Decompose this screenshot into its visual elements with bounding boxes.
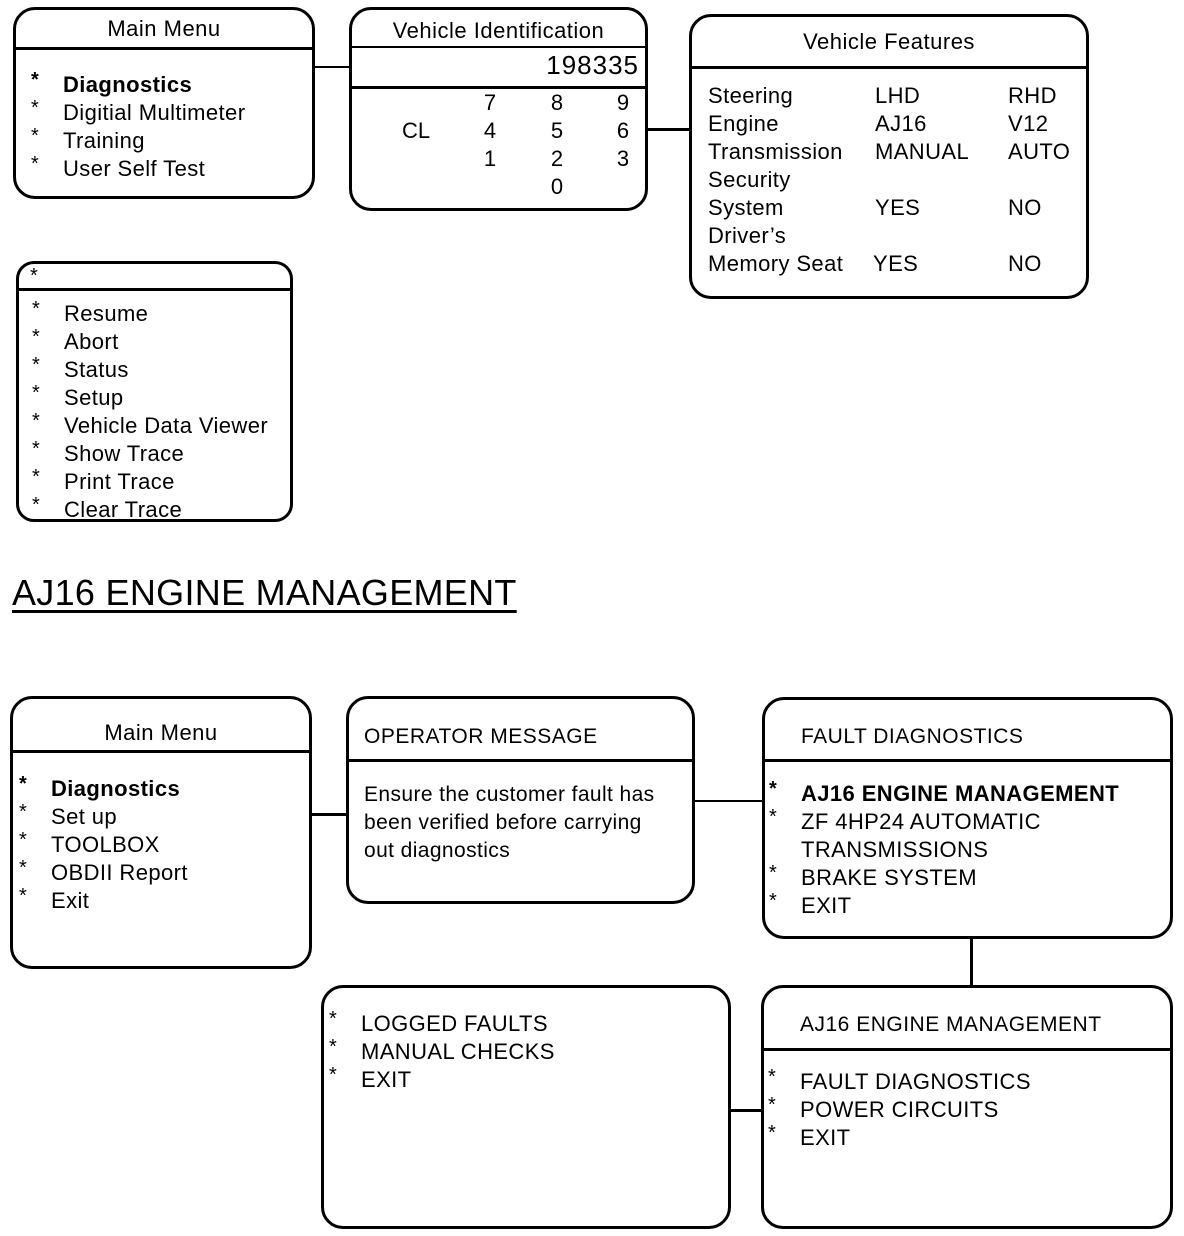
fault-diagnostics-item-zf[interactable]: * ZF 4HP24 AUTOMATIC [801, 808, 1119, 836]
aj16-menu-item-fault-diagnostics[interactable]: * FAULT DIAGNOSTICS [800, 1068, 1031, 1096]
bullet-icon: * [768, 1066, 777, 1088]
context-menu-header [19, 264, 290, 291]
feature-option[interactable]: V12 [1008, 111, 1049, 136]
bullet-icon: * [32, 466, 41, 488]
context-menu-item-abort[interactable]: * Abort [64, 328, 268, 356]
bullet-icon: * [769, 890, 778, 912]
logged-faults-box [321, 985, 731, 1229]
logged-faults-item-manual-checks[interactable]: * MANUAL CHECKS [361, 1038, 555, 1066]
bullet-icon: * [768, 1122, 777, 1144]
feature-label: Engine [708, 111, 779, 136]
bottom-main-menu-item-obdii[interactable]: * OBDII Report [51, 859, 188, 887]
bullet-icon: * [32, 354, 41, 376]
aj16-menu-title: AJ16 ENGINE MANAGEMENT [764, 988, 1170, 1051]
vehicle-features-box [689, 14, 1089, 299]
fault-diagnostics-title: FAULT DIAGNOSTICS [765, 700, 1170, 762]
feature-option[interactable]: YES [873, 251, 919, 276]
bullet-icon: * [768, 1094, 777, 1116]
logged-faults-list [329, 1008, 555, 1094]
bottom-main-menu-item-setup[interactable]: * Set up [51, 803, 188, 831]
operator-message-line: out diagnostics [364, 839, 511, 862]
context-menu-item-show-trace[interactable]: * Show Trace [64, 440, 268, 468]
aj16-menu-box [761, 985, 1173, 1229]
bottom-main-menu-item-toolbox[interactable]: * TOOLBOX [51, 831, 188, 859]
bullet-icon: * [19, 773, 28, 795]
feature-option[interactable]: NO [1008, 251, 1042, 276]
context-menu-item-setup[interactable]: * Setup [64, 384, 268, 412]
context-menu-box [16, 261, 293, 522]
feature-option[interactable]: AUTO [1008, 139, 1071, 164]
bullet-icon: * [31, 97, 40, 119]
logged-faults-item-exit[interactable]: * EXIT [361, 1066, 555, 1094]
operator-message-box [346, 696, 695, 904]
operator-message-line: been verified before carrying [364, 811, 642, 834]
bullet-icon: * [31, 125, 40, 147]
vehicle-id-title: Vehicle Identification [352, 10, 645, 48]
top-main-menu-item-self-test[interactable]: * User Self Test [63, 155, 245, 183]
bullet-icon: * [30, 265, 39, 287]
feature-label: Security [708, 167, 791, 192]
feature-label: Transmission [708, 139, 843, 164]
vehicle-id-number[interactable]: 198335 [546, 50, 639, 80]
section-title: AJ16 ENGINE MANAGEMENT [12, 572, 517, 613]
bullet-icon: * [769, 806, 778, 828]
bullet-icon: * [32, 438, 41, 460]
keypad-key[interactable]: 1 [483, 146, 497, 171]
feature-option[interactable]: RHD [1008, 83, 1057, 108]
keypad-key[interactable]: 7 [483, 90, 497, 115]
fault-diagnostics-item-zf-cont[interactable]: TRANSMISSIONS [801, 837, 989, 862]
bullet-icon: * [32, 410, 41, 432]
bullet-icon: * [329, 1064, 338, 1086]
bullet-icon: * [19, 857, 28, 879]
feature-row-steering [708, 83, 1057, 109]
vehicle-identification-box [349, 7, 648, 211]
bullet-icon: * [32, 494, 41, 516]
vehicle-features-title: Vehicle Features [692, 17, 1086, 69]
feature-option[interactable]: NO [1008, 195, 1042, 220]
bullet-icon: * [19, 829, 28, 851]
bullet-icon: * [32, 298, 41, 320]
keypad-key[interactable]: 6 [616, 118, 630, 143]
bullet-icon: * [19, 885, 28, 907]
feature-label: System [708, 195, 784, 220]
top-main-menu-item-training[interactable]: * Training [63, 127, 245, 155]
connector-line [315, 66, 351, 68]
bullet-icon: * [769, 778, 778, 800]
vehicle-id-keypad-divider [352, 86, 645, 89]
bottom-main-menu-item-diagnostics[interactable]: * Diagnostics [51, 775, 188, 803]
feature-row-system [708, 195, 1042, 221]
connector-line [648, 128, 690, 131]
top-main-menu-title: Main Menu [16, 10, 312, 50]
fault-diagnostics-item-exit[interactable]: * EXIT [801, 892, 1119, 920]
bullet-icon: * [32, 382, 41, 404]
bullet-icon: * [32, 326, 41, 348]
bullet-icon: * [31, 69, 40, 91]
keypad-key[interactable]: 0 [550, 174, 564, 199]
connector-line [970, 939, 973, 986]
keypad-key[interactable]: 8 [550, 90, 564, 115]
feature-option[interactable]: MANUAL [875, 139, 970, 164]
feature-option[interactable]: LHD [875, 83, 921, 108]
aj16-menu-item-power-circuits[interactable]: * POWER CIRCUITS [800, 1096, 1031, 1124]
fault-diagnostics-box [762, 697, 1173, 939]
keypad-key[interactable]: 4 [483, 118, 497, 143]
bottom-main-menu-list [19, 773, 188, 915]
top-main-menu-item-diagnostics[interactable]: * Diagnostics [63, 71, 245, 99]
connector-line [695, 800, 763, 802]
feature-row-drivers [708, 223, 786, 249]
feature-option[interactable]: AJ16 [875, 111, 927, 136]
bullet-icon: * [19, 801, 28, 823]
feature-row-engine [708, 111, 1049, 137]
top-main-menu-list [31, 69, 246, 183]
context-menu-item-clear-trace[interactable]: * Clear Trace [64, 496, 268, 522]
fault-diagnostics-item-aj16[interactable]: * AJ16 ENGINE MANAGEMENT [801, 780, 1119, 808]
bullet-icon: * [769, 862, 778, 884]
bottom-main-menu-box [10, 696, 312, 969]
bullet-icon: * [31, 153, 40, 175]
feature-label: Driver’s [708, 223, 787, 248]
operator-message-title: OPERATOR MESSAGE [349, 699, 692, 762]
feature-row-security [708, 167, 791, 193]
operator-message-line: Ensure the customer fault has [364, 783, 655, 806]
feature-label: Steering [708, 83, 794, 108]
top-main-menu-item-multimeter[interactable]: * Digitial Multimeter [63, 99, 245, 127]
context-menu-item-status[interactable]: * Status [64, 356, 268, 384]
bottom-main-menu-title: Main Menu [13, 699, 309, 753]
context-menu-item-data-viewer[interactable]: * Vehicle Data Viewer [64, 412, 268, 440]
fault-diagnostics-list [769, 778, 1120, 920]
keypad-key[interactable]: 3 [616, 146, 630, 171]
bottom-main-menu-item-exit[interactable]: * Exit [51, 887, 188, 915]
connector-line [312, 813, 348, 816]
aj16-menu-item-exit[interactable]: * EXIT [800, 1124, 1031, 1152]
feature-row-memory-seat [708, 251, 1042, 277]
keypad-key[interactable]: 9 [616, 90, 630, 115]
keypad-key[interactable]: 2 [550, 146, 564, 171]
bullet-icon: * [329, 1008, 338, 1030]
bullet-icon: * [329, 1036, 338, 1058]
feature-option[interactable]: YES [875, 195, 921, 220]
aj16-menu-list [768, 1066, 1031, 1152]
connector-line [731, 1109, 763, 1112]
context-menu-item-resume[interactable]: * Resume [64, 300, 268, 328]
fault-diagnostics-item-brake[interactable]: * BRAKE SYSTEM [801, 864, 1119, 892]
feature-label: Memory Seat [708, 251, 844, 276]
feature-row-transmission [708, 139, 1071, 165]
context-menu-item-print-trace[interactable]: * Print Trace [64, 468, 268, 496]
logged-faults-item-logged[interactable]: * LOGGED FAULTS [361, 1010, 555, 1038]
context-menu-list [32, 298, 269, 522]
keypad-clear-key[interactable]: CL [401, 118, 431, 143]
top-main-menu-box [13, 7, 315, 199]
keypad-key[interactable]: 5 [550, 118, 564, 143]
